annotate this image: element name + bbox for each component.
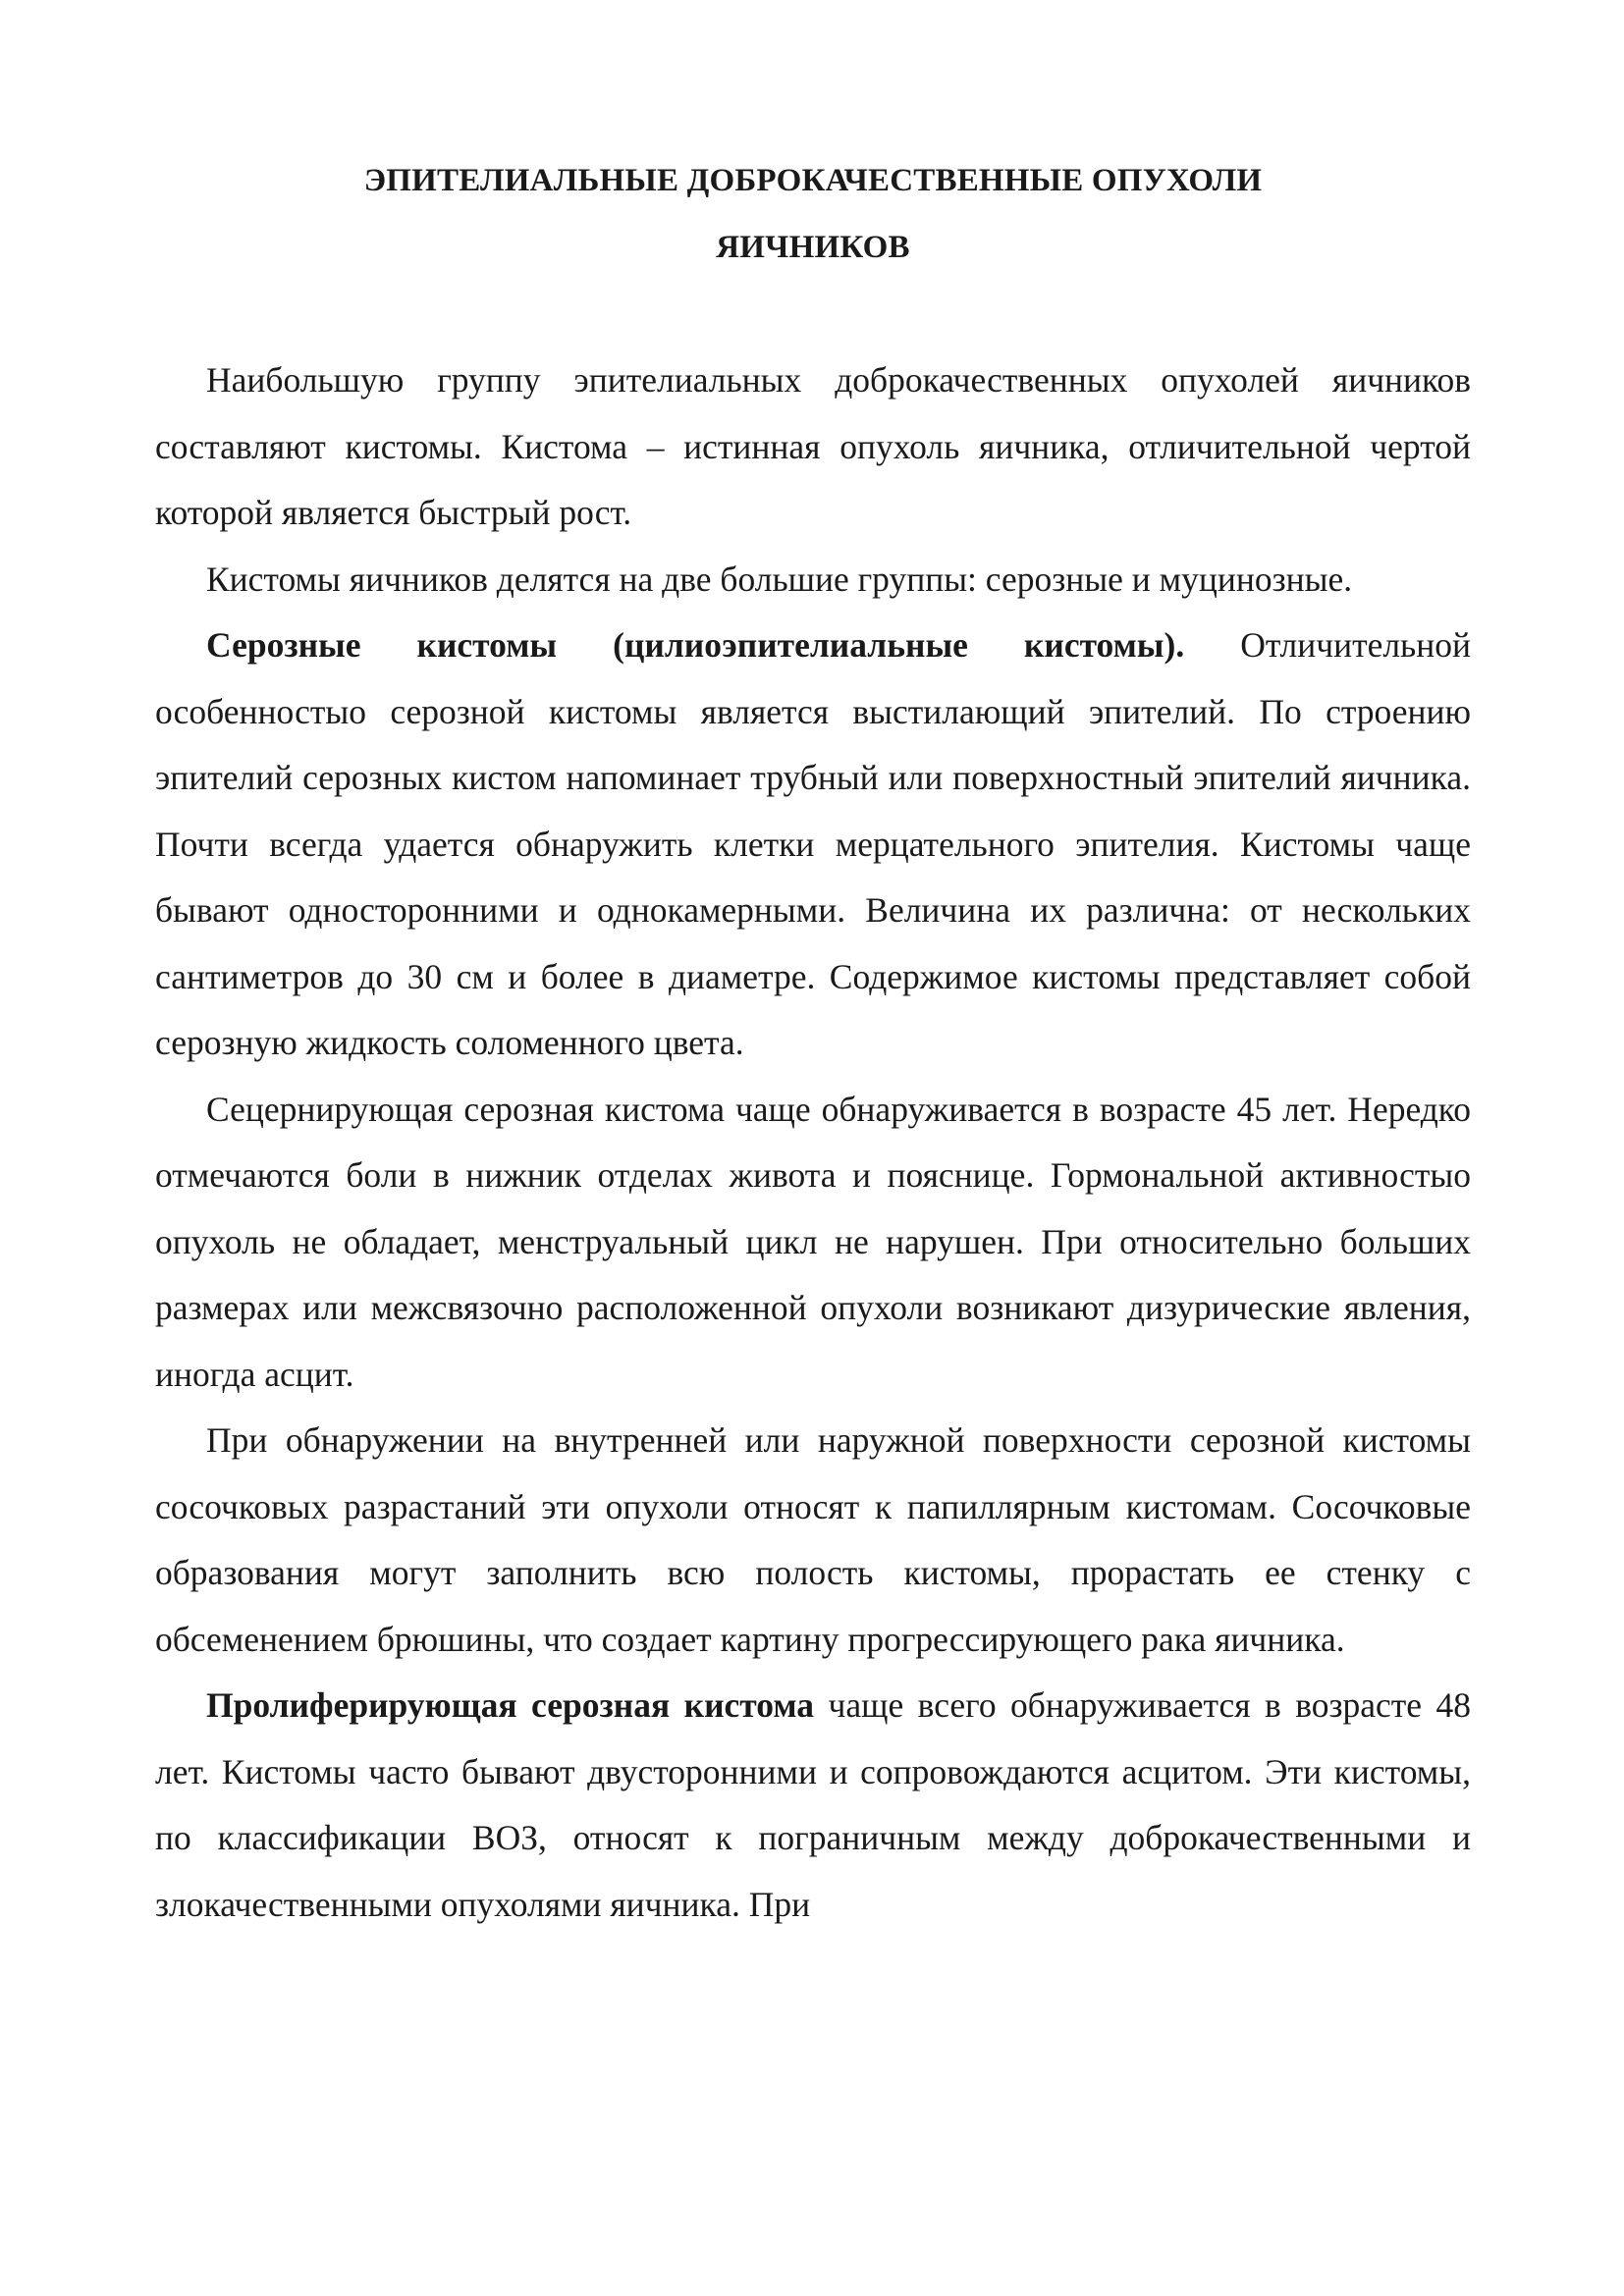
paragraph-serous-cystomas bbox=[155, 613, 1471, 1077]
paragraph-text: Сецернирующая серозная кистома чаще обнаруживается в возрасте 45 лет. Нередко отмечаются боли в нижник отделах живота и пояснице. Гормональной активностыо опухоль не обладает, менструальный цикл не нарушен. При относительно больших размерах или межсвязочно расположенной опухоли возникают дизурические явления, иногда асцит. bbox=[155, 1089, 1471, 1394]
paragraph-intro bbox=[155, 347, 1471, 547]
paragraph-heading: Серозные кистомы (цилиоэпителиальные кистомы). bbox=[206, 625, 1185, 665]
document-title bbox=[155, 147, 1471, 281]
paragraph-proliferating-cystoma bbox=[155, 1673, 1471, 1938]
paragraph-text: Кистомы яичников делятся на две большие группы: серозные и муцинозные. bbox=[206, 559, 1353, 599]
paragraph-text: Наибольшую группу эпителиальных доброкачественных опухолей яичников составляют кистомы. Кистома – истинная опухоль яичника, отличительной чертой которой является быстрый рост. bbox=[155, 360, 1471, 532]
paragraph-heading: Пролиферирующая серозная кистома bbox=[206, 1685, 815, 1725]
paragraph-groups bbox=[155, 547, 1471, 614]
paragraph-text: чаще всего обнаруживается в возрасте 48 лет. Кистомы часто бывают двусторонними и сопровождаются асцитом. Эти кистомы, по классификации ВОЗ, относят к пограничным между доброкачественными и злокачественными опухолями яичника. При bbox=[155, 1685, 1472, 1924]
paragraph-secreting-cystoma bbox=[155, 1077, 1471, 1409]
title-line-1: ЭПИТЕЛИАЛЬНЫЕ ДОБРОКАЧЕСТВЕННЫЕ ОПУХОЛИ bbox=[363, 163, 1263, 198]
title-line-2: ЯИЧНИКОВ bbox=[716, 230, 910, 265]
document-body bbox=[155, 347, 1471, 1938]
paragraph-papillary-cystoma bbox=[155, 1408, 1471, 1673]
paragraph-text: При обнаружении на внутренней или наружной поверхности серозной кистомы сосочковых разрастаний эти опухоли относят к папиллярным кистомам. Сосочковые образования могут заполнить всю полость кистомы, прорастать ее стенку с обсеменением брюшины, что создает картину прогрессирующего рака яичника. bbox=[155, 1420, 1471, 1659]
paragraph-text: Отличительной особенностыо серозной кистомы является выстилающий эпителий. По строению эпителий серозных кистом напоминает трубный или поверхностный эпителий яичника. Почти всегда удается обнаружить клетки мерцательного эпителия. Кистомы чаще бывают односторонними и однокамерными. Величина их различна: от нескольких сантиметров до 30 см и более в диаметре. Содержимое кистомы представляет собой серозную жидкость соломенного цвета. bbox=[155, 625, 1471, 1062]
document-page bbox=[155, 147, 1471, 1938]
